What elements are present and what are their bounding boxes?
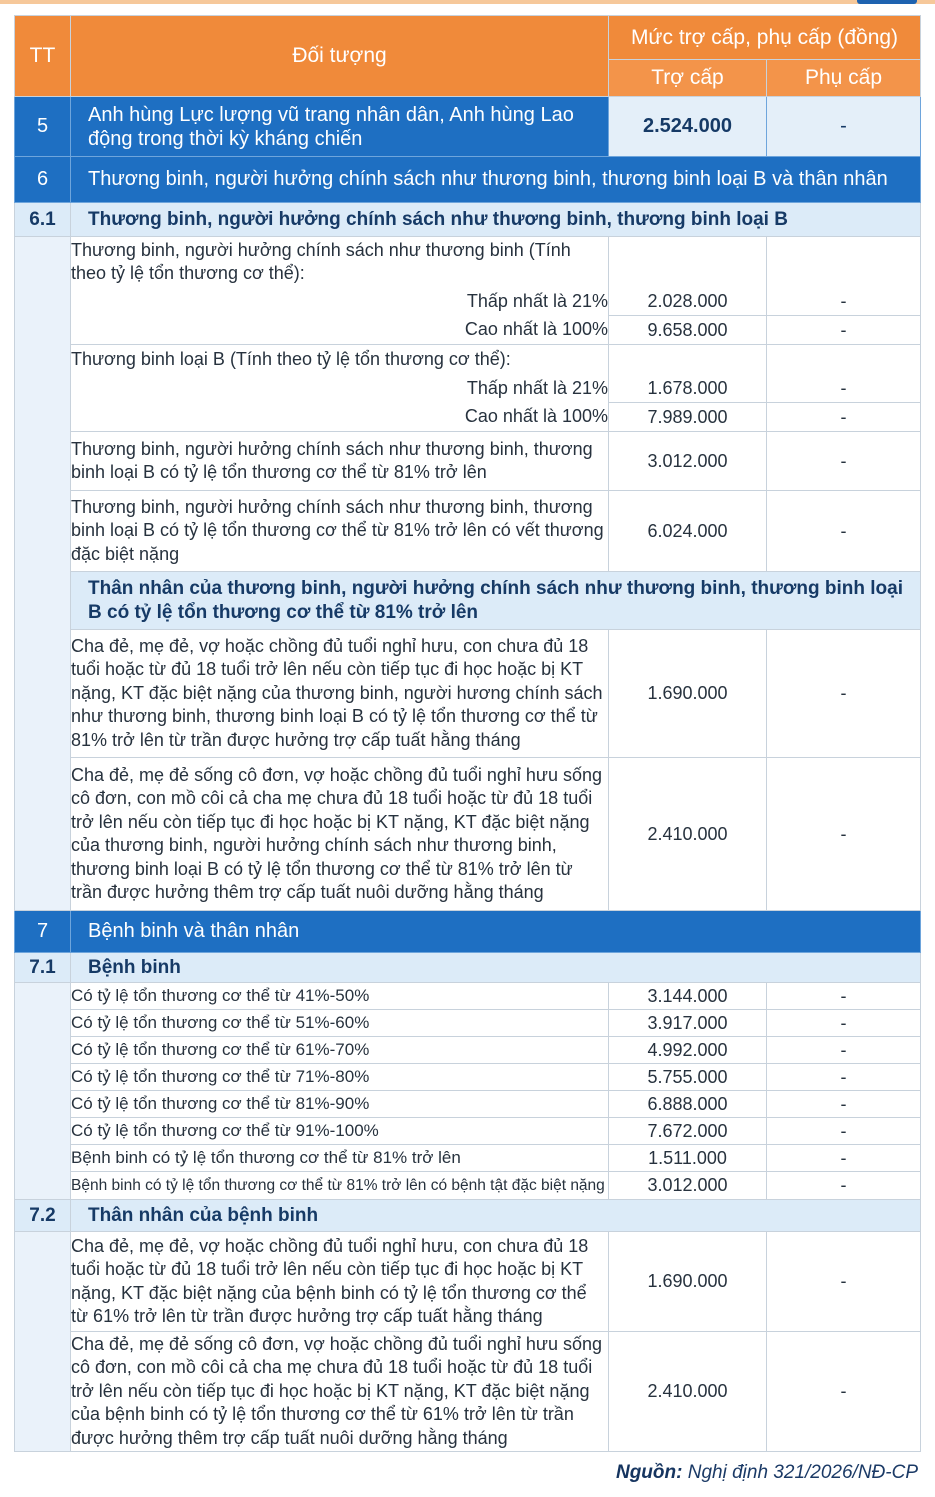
allowance-table: [14, 15, 921, 1452]
row-text: Cha đẻ, mẹ đẻ sống cô đơn, vợ hoặc chồng đủ tuổi nghỉ hưu sống cô đơn, con mồ côi cả cha mẹ chưa đủ 18 tuổi hoặc từ đủ 18 tuổi trở lên nếu còn tiếp tục đi học hoặc bị KT nặng, KT đặc biệt nặng của thương binh, người hưởng chính sách như thương binh, thương binh loại B có tỷ lệ tổn thương cơ thể từ 81% trở lên từ trần được hưởng thêm trợ cấp tuất nuôi dưỡng hằng tháng: [71, 758, 609, 911]
table-row: [15, 1010, 921, 1037]
table-row: [15, 630, 921, 758]
min-label: Thấp nhất là 21%: [71, 375, 609, 403]
table-row: [15, 1145, 921, 1172]
row-phu: -: [767, 1172, 921, 1200]
row-text: Cha đẻ, mẹ đẻ sống cô đơn, vợ hoặc chồng đủ tuổi nghỉ hưu sống cô đơn, con mồ côi cả cha mẹ chưa đủ 18 tuổi hoặc từ đủ 18 tuổi trở lên nếu còn tiếp tục đi học hoặc bị KT nặng, KT đặc biệt nặng của bệnh binh có tỷ lệ tổn thương cơ thể từ 61% trở lên từ trần được hưởng thêm trợ cấp tuất nuôi dưỡng hằng tháng: [71, 1332, 609, 1452]
tt-spacer: [15, 983, 71, 1200]
subsection-title: Thân nhân của bệnh binh: [71, 1200, 921, 1232]
group-title: Thương binh loại B (Tính theo tỷ lệ tổn thương cơ thể):: [71, 345, 609, 375]
row-phu: -: [767, 1332, 921, 1452]
row-value: 1.690.000: [609, 630, 767, 758]
row-text: Cha đẻ, mẹ đẻ, vợ hoặc chồng đủ tuổi nghỉ hưu, con chưa đủ 18 tuổi hoặc từ đủ 18 tuổi trở lên nếu còn tiếp tục đi học hoặc bị KT nặng, KT đặc biệt nặng của thương binh, người hương chính sách như thương binh, thương binh loại B có tỷ lệ tổn thương cơ thể từ 81% trở lên từ trần được hưởng trợ cấp tuất hằng tháng: [71, 630, 609, 758]
row-value: 3.144.000: [609, 983, 767, 1010]
table-row: [15, 1118, 921, 1145]
subsection-row-6-2: [15, 572, 921, 630]
row-value: 1.690.000: [609, 1232, 767, 1332]
table-row: [15, 288, 921, 316]
row-text: Có tỷ lệ tổn thương cơ thể từ 41%-50%: [71, 983, 609, 1010]
table-row: [15, 983, 921, 1010]
table-row: [15, 1091, 921, 1118]
max-phu: -: [767, 316, 921, 345]
row-value: 6.024.000: [609, 491, 767, 572]
row-text: Bệnh binh có tỷ lệ tổn thương cơ thể từ 81% trở lên có bệnh tật đặc biệt nặng: [71, 1172, 609, 1200]
row-value: 2.410.000: [609, 758, 767, 911]
max-phu: -: [767, 403, 921, 432]
row-phu: -: [767, 1010, 921, 1037]
table-row: [15, 1064, 921, 1091]
group-title: Thương binh, người hưởng chính sách như thương binh (Tính theo tỷ lệ tổn thương cơ thể):: [71, 237, 609, 288]
subsection-tt: 6.1: [15, 203, 71, 237]
subsection-title: Thương binh, người hưởng chính sách như thương binh, thương binh loại B: [71, 203, 921, 237]
row-phu: -: [767, 1145, 921, 1172]
table-row: [15, 432, 921, 491]
row-text: Anh hùng Lực lượng vũ trang nhân dân, Anh hùng Lao động trong thời kỳ kháng chiến: [71, 97, 609, 157]
row-text: Thương binh, người hưởng chính sách như thương binh, thương binh loại B có tỷ lệ tổn thương cơ thể từ 81% trở lên: [71, 432, 609, 491]
min-phu: -: [767, 288, 921, 316]
table-row: [15, 316, 921, 345]
row-phu: -: [767, 983, 921, 1010]
section-title: Thương binh, người hưởng chính sách như thương binh, thương binh loại B và thân nhân: [71, 157, 921, 203]
subsection-title: Thân nhân của thương binh, người hưởng chính sách như thương binh, thương binh loại B có tỷ lệ tổn thương cơ thể từ 81% trở lên: [71, 572, 921, 630]
row-text: Có tỷ lệ tổn thương cơ thể từ 71%-80%: [71, 1064, 609, 1091]
header-phu-cap: Phụ cấp: [767, 60, 921, 97]
table-row: [15, 375, 921, 403]
row-value: 4.992.000: [609, 1037, 767, 1064]
table-row: [15, 1232, 921, 1332]
row-text: Có tỷ lệ tổn thương cơ thể từ 81%-90%: [71, 1091, 609, 1118]
tt-spacer: [15, 237, 71, 911]
source-text: Nghị định 321/2026/NĐ-CP: [687, 1462, 918, 1483]
row-text: Có tỷ lệ tổn thương cơ thể từ 51%-60%: [71, 1010, 609, 1037]
row-phu: -: [767, 1064, 921, 1091]
max-value: 7.989.000: [609, 403, 767, 432]
subsection-tt: 7.1: [15, 953, 71, 983]
row-phu: -: [767, 1037, 921, 1064]
table-row: [15, 403, 921, 432]
table-row: [15, 1332, 921, 1452]
section-row-7: [15, 911, 921, 953]
row-phu: -: [767, 630, 921, 758]
min-label: Thấp nhất là 21%: [71, 288, 609, 316]
header-tro-cap: Trợ cấp: [609, 60, 767, 97]
section-tt: 6: [15, 157, 71, 203]
header-muc: Mức trợ cấp, phụ cấp (đồng): [609, 16, 921, 60]
row-tt: 5: [15, 97, 71, 157]
row-value: 3.917.000: [609, 1010, 767, 1037]
row-phu: -: [767, 1091, 921, 1118]
row-phu: -: [767, 491, 921, 572]
subsection-tt: 7.2: [15, 1200, 71, 1232]
row-phu-cap: -: [767, 97, 921, 157]
row-phu: -: [767, 758, 921, 911]
row-value: 3.012.000: [609, 1172, 767, 1200]
source-note: [616, 1462, 918, 1484]
top-accent-tab: [857, 0, 917, 4]
subsection-row-7-1: [15, 953, 921, 983]
header-doi-tuong: Đối tượng: [71, 16, 609, 97]
table-row: [15, 491, 921, 572]
min-phu: -: [767, 375, 921, 403]
row-value: 1.511.000: [609, 1145, 767, 1172]
section-row-6: [15, 157, 921, 203]
row-phu: -: [767, 1232, 921, 1332]
row-text: Bệnh binh có tỷ lệ tổn thương cơ thể từ 81% trở lên: [71, 1145, 609, 1172]
section-tt: 7: [15, 911, 71, 953]
tt-spacer: [15, 1232, 71, 1452]
top-accent-bar: [0, 0, 935, 4]
row-text: Cha đẻ, mẹ đẻ, vợ hoặc chồng đủ tuổi nghỉ hưu, con chưa đủ 18 tuổi hoặc từ đủ 18 tuổi trở lên nếu còn tiếp tục đi học hoặc bị KT nặng, KT đặc biệt nặng của bệnh binh có tỷ lệ tổn thương cơ thể từ 61% trở lên từ trần được hưởng trợ cấp tuất hằng tháng: [71, 1232, 609, 1332]
table-row-5: [15, 97, 921, 157]
source-label: Nguồn:: [615, 1462, 683, 1483]
table-row: [15, 237, 921, 288]
row-phu: -: [767, 1118, 921, 1145]
min-value: 2.028.000: [609, 288, 767, 316]
section-title: Bệnh binh và thân nhân: [71, 911, 921, 953]
row-phu: -: [767, 432, 921, 491]
subsection-row-6-1: [15, 203, 921, 237]
header-tt: TT: [15, 16, 71, 97]
row-value: 3.012.000: [609, 432, 767, 491]
subsection-title: Bệnh binh: [71, 953, 921, 983]
table-row: [15, 345, 921, 375]
max-label: Cao nhất là 100%: [71, 316, 609, 345]
row-text: Có tỷ lệ tổn thương cơ thể từ 61%-70%: [71, 1037, 609, 1064]
table-row: [15, 1037, 921, 1064]
subsection-row-7-2: [15, 1200, 921, 1232]
max-label: Cao nhất là 100%: [71, 403, 609, 432]
table-row: [15, 1172, 921, 1200]
max-value: 9.658.000: [609, 316, 767, 345]
row-text: Thương binh, người hưởng chính sách như thương binh, thương binh loại B có tỷ lệ tổn thương cơ thể từ 81% trở lên có vết thương đặc biệt nặng: [71, 491, 609, 572]
row-value: 7.672.000: [609, 1118, 767, 1145]
table-row: [15, 758, 921, 911]
min-value: 1.678.000: [609, 375, 767, 403]
row-value: 5.755.000: [609, 1064, 767, 1091]
row-value: 2.410.000: [609, 1332, 767, 1452]
row-text: Có tỷ lệ tổn thương cơ thể từ 91%-100%: [71, 1118, 609, 1145]
row-value: 6.888.000: [609, 1091, 767, 1118]
row-tro-cap: 2.524.000: [609, 97, 767, 157]
